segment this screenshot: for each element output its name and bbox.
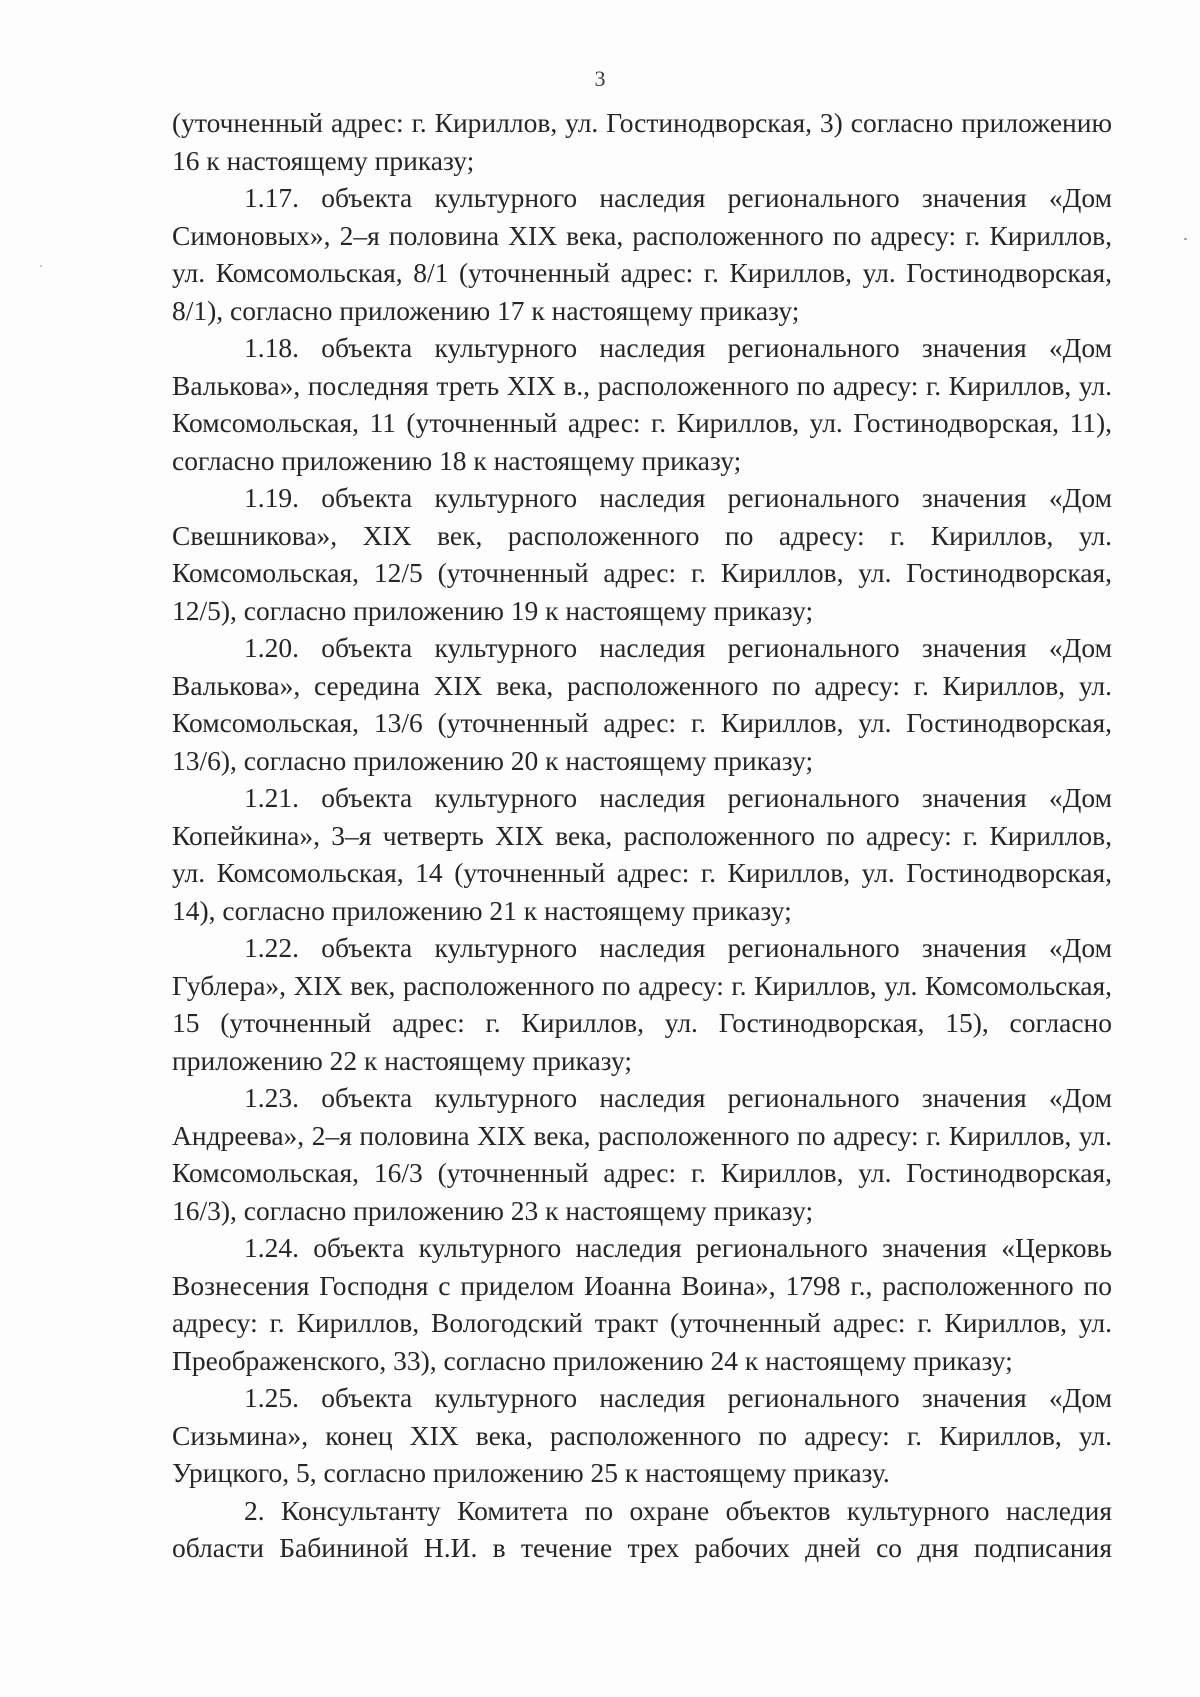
paragraph-1-22: 1.22. объекта культурного наследия регионального значения «Дом Гублера», XIX век, расположенного по адресу: г. Кириллов, ул. Комсомольская, 15 (уточненный адрес: г. Кириллов, ул. Гостинодворская, 15), согласно приложению 22 к настоящему приказу; — [172, 932, 1112, 1076]
scan-speck — [40, 265, 42, 267]
paragraph-1-25: 1.25. объекта культурного наследия регионального значения «Дом Сизьмина», конец XIX века, расположенного по адресу: г. Кириллов, ул. Урицкого, 5, согласно приложению 25 к настоящему приказу. — [172, 1382, 1112, 1488]
paragraph-1-17: 1.17. объекта культурного наследия регионального значения «Дом Симоновых», 2–я половина XIX века, расположенного по адресу: г. Кириллов, ул. Комсомольская, 8/1 (уточненный адрес: г. Кириллов, ул. Гостинодворская, 8/1), согласно приложению 17 к настоящему приказу; — [172, 182, 1112, 326]
page-number: 3 — [594, 66, 606, 91]
document-body — [172, 104, 1112, 1567]
paragraph-1-21: 1.21. объекта культурного наследия регионального значения «Дом Копейкина», 3–я четверть XIX века, расположенного по адресу: г. Кириллов, ул. Комсомольская, 14 (уточненный адрес: г. Кириллов, ул. Гостинодворская, 14), согласно приложению 21 к настоящему приказу; — [172, 782, 1112, 926]
paragraph-continuation: (уточненный адрес: г. Кириллов, ул. Гостинодворская, 3) согласно приложению 16 к настоящему приказу; — [172, 107, 1112, 176]
paragraph-1-24: 1.24. объекта культурного наследия регионального значения «Церковь Вознесения Господня с приделом Иоанна Воина», 1798 г., расположенного по адресу: г. Кириллов, Вологодский тракт (уточненный адрес: г. Кириллов, ул. Преображенского, 33), согласно приложению 24 к настоящему приказу; — [172, 1232, 1112, 1376]
paragraph-1-18: 1.18. объекта культурного наследия регионального значения «Дом Валькова», последняя треть XIX в., расположенного по адресу: г. Кириллов, ул. Комсомольская, 11 (уточненный адрес: г. Кириллов, ул. Гостинодворская, 11), согласно приложению 18 к настоящему приказу; — [172, 332, 1112, 476]
scan-speck — [1184, 238, 1187, 240]
paragraph-1-23: 1.23. объекта культурного наследия регионального значения «Дом Андреева», 2–я половина XIX века, расположенного по адресу: г. Кириллов, ул. Комсомольская, 16/3 (уточненный адрес: г. Кириллов, ул. Гостинодворская, 16/3), согласно приложению 23 к настоящему приказу; — [172, 1082, 1112, 1226]
paragraph-2: 2. Консультанту Комитета по охране объектов культурного наследия области Бабининой Н.И. в течение трех рабочих дней со дня подписания — [172, 1494, 1112, 1563]
paragraph-1-19: 1.19. объекта культурного наследия регионального значения «Дом Свешникова», XIX век, расположенного по адресу: г. Кириллов, ул. Комсомольская, 12/5 (уточненный адрес: г. Кириллов, ул. Гостинодворская, 12/5), согласно приложению 19 к настоящему приказу; — [172, 482, 1112, 626]
paragraph-1-20: 1.20. объекта культурного наследия регионального значения «Дом Валькова», середина XIX века, расположенного по адресу: г. Кириллов, ул. Комсомольская, 13/6 (уточненный адрес: г. Кириллов, ул. Гостинодворская, 13/6), согласно приложению 20 к настоящему приказу; — [172, 632, 1112, 776]
